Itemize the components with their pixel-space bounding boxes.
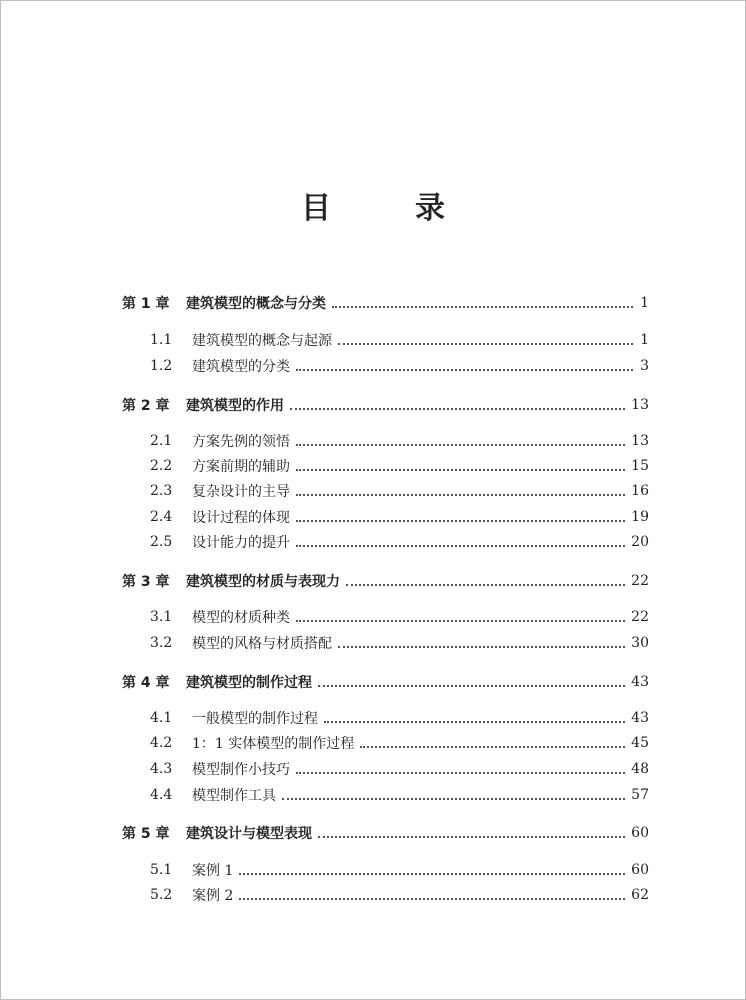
dot-leader	[239, 873, 625, 875]
entry-title: 模型的材质种类	[192, 610, 290, 626]
entry-title: 复杂设计的主导	[192, 484, 290, 500]
entry-number: 4.4	[150, 787, 173, 803]
toc-section-entry[interactable]	[150, 355, 649, 377]
entry-number: 3.1	[150, 609, 173, 625]
dot-leader	[239, 898, 625, 900]
entry-number: 第 1 章	[122, 296, 170, 312]
entry-number: 第 3 章	[122, 574, 170, 590]
dot-leader	[360, 746, 625, 748]
toc-chapter-entry[interactable]	[122, 292, 649, 314]
entry-page-number: 1	[640, 295, 649, 311]
dot-leader	[296, 545, 625, 547]
entry-page-number: 13	[631, 433, 649, 449]
entry-title: 模型制作工具	[192, 788, 276, 804]
toc-section-entry[interactable]	[150, 859, 649, 881]
entry-title: 案例 2	[192, 888, 234, 904]
entry-title: 设计能力的提升	[192, 535, 290, 551]
toc-section-entry[interactable]	[150, 329, 649, 351]
entry-number: 2.1	[150, 433, 173, 449]
toc-section-entry[interactable]	[150, 732, 649, 754]
entry-page-number: 43	[631, 674, 649, 690]
entry-title: 模型的风格与材质搭配	[192, 636, 332, 652]
toc-section-entry[interactable]	[150, 531, 649, 553]
dot-leader	[282, 798, 625, 800]
toc-section-entry[interactable]	[150, 480, 649, 502]
entry-number: 1.2	[150, 358, 173, 374]
entry-title: 案例 1	[192, 863, 234, 879]
dot-leader	[296, 520, 625, 522]
dot-leader	[296, 772, 625, 774]
entry-number: 第 5 章	[122, 826, 170, 842]
dot-leader	[332, 306, 633, 308]
entry-title: 建筑模型的制作过程	[186, 675, 312, 691]
entry-title: 方案先例的领悟	[192, 434, 290, 450]
entry-page-number: 20	[631, 534, 649, 550]
entry-page-number: 48	[631, 761, 649, 777]
entry-page-number: 62	[631, 887, 649, 903]
entry-page-number: 30	[631, 635, 649, 651]
entry-page-number: 22	[631, 609, 649, 625]
entry-title: 建筑模型的作用	[186, 398, 284, 414]
dot-leader	[338, 646, 625, 648]
entry-page-number: 43	[631, 710, 649, 726]
entry-number: 第 2 章	[122, 398, 170, 414]
toc-section-entry[interactable]	[150, 884, 649, 906]
table-of-contents	[1, 1, 745, 999]
entry-title: 1：1 实体模型的制作过程	[192, 736, 355, 752]
dot-leader	[296, 369, 633, 371]
entry-page-number: 60	[631, 825, 649, 841]
entry-title: 模型制作小技巧	[192, 762, 290, 778]
entry-title: 一般模型的制作过程	[192, 711, 318, 727]
entry-page-number: 15	[631, 458, 649, 474]
entry-number: 2.5	[150, 534, 173, 550]
entry-title: 建筑模型的分类	[192, 359, 290, 375]
entry-title: 建筑模型的概念与起源	[192, 333, 332, 349]
toc-section-entry[interactable]	[150, 606, 649, 628]
toc-section-entry[interactable]	[150, 758, 649, 780]
entry-page-number: 22	[631, 573, 649, 589]
entry-title: 建筑设计与模型表现	[186, 826, 312, 842]
toc-chapter-entry[interactable]	[122, 671, 649, 693]
entry-page-number: 3	[640, 358, 649, 374]
entry-number: 1.1	[150, 332, 173, 348]
dot-leader	[296, 444, 625, 446]
entry-page-number: 13	[631, 397, 649, 413]
dot-leader	[324, 721, 625, 723]
entry-page-number: 19	[631, 509, 649, 525]
entry-title: 方案前期的辅助	[192, 459, 290, 475]
toc-section-entry[interactable]	[150, 707, 649, 729]
toc-section-entry[interactable]	[150, 784, 649, 806]
entry-number: 2.3	[150, 483, 173, 499]
entry-number: 5.1	[150, 862, 173, 878]
dot-leader	[346, 584, 625, 586]
entry-number: 第 4 章	[122, 675, 170, 691]
toc-chapter-entry[interactable]	[122, 570, 649, 592]
toc-section-entry[interactable]	[150, 632, 649, 654]
entry-number: 5.2	[150, 887, 173, 903]
entry-page-number: 16	[631, 483, 649, 499]
entry-number: 4.3	[150, 761, 173, 777]
toc-section-entry[interactable]	[150, 506, 649, 528]
dot-leader	[296, 494, 625, 496]
dot-leader	[318, 836, 625, 838]
entry-title: 建筑模型的概念与分类	[186, 296, 326, 312]
toc-section-entry[interactable]	[150, 430, 649, 452]
dot-leader	[290, 408, 625, 410]
entry-number: 4.2	[150, 735, 173, 751]
dot-leader	[338, 343, 633, 345]
entry-number: 2.2	[150, 458, 173, 474]
entry-number: 2.4	[150, 509, 173, 525]
entry-page-number: 60	[631, 862, 649, 878]
toc-section-entry[interactable]	[150, 455, 649, 477]
toc-chapter-entry[interactable]	[122, 822, 649, 844]
dot-leader	[296, 620, 625, 622]
dot-leader	[296, 469, 625, 471]
entry-page-number: 45	[631, 735, 649, 751]
dot-leader	[318, 685, 625, 687]
entry-title: 建筑模型的材质与表现力	[186, 574, 340, 590]
page-title: 目 录	[301, 191, 472, 226]
entry-page-number: 57	[631, 787, 649, 803]
toc-chapter-entry[interactable]	[122, 394, 649, 416]
entry-number: 4.1	[150, 710, 173, 726]
entry-page-number: 1	[640, 332, 649, 348]
entry-title: 设计过程的体现	[192, 510, 290, 526]
entry-number: 3.2	[150, 635, 173, 651]
